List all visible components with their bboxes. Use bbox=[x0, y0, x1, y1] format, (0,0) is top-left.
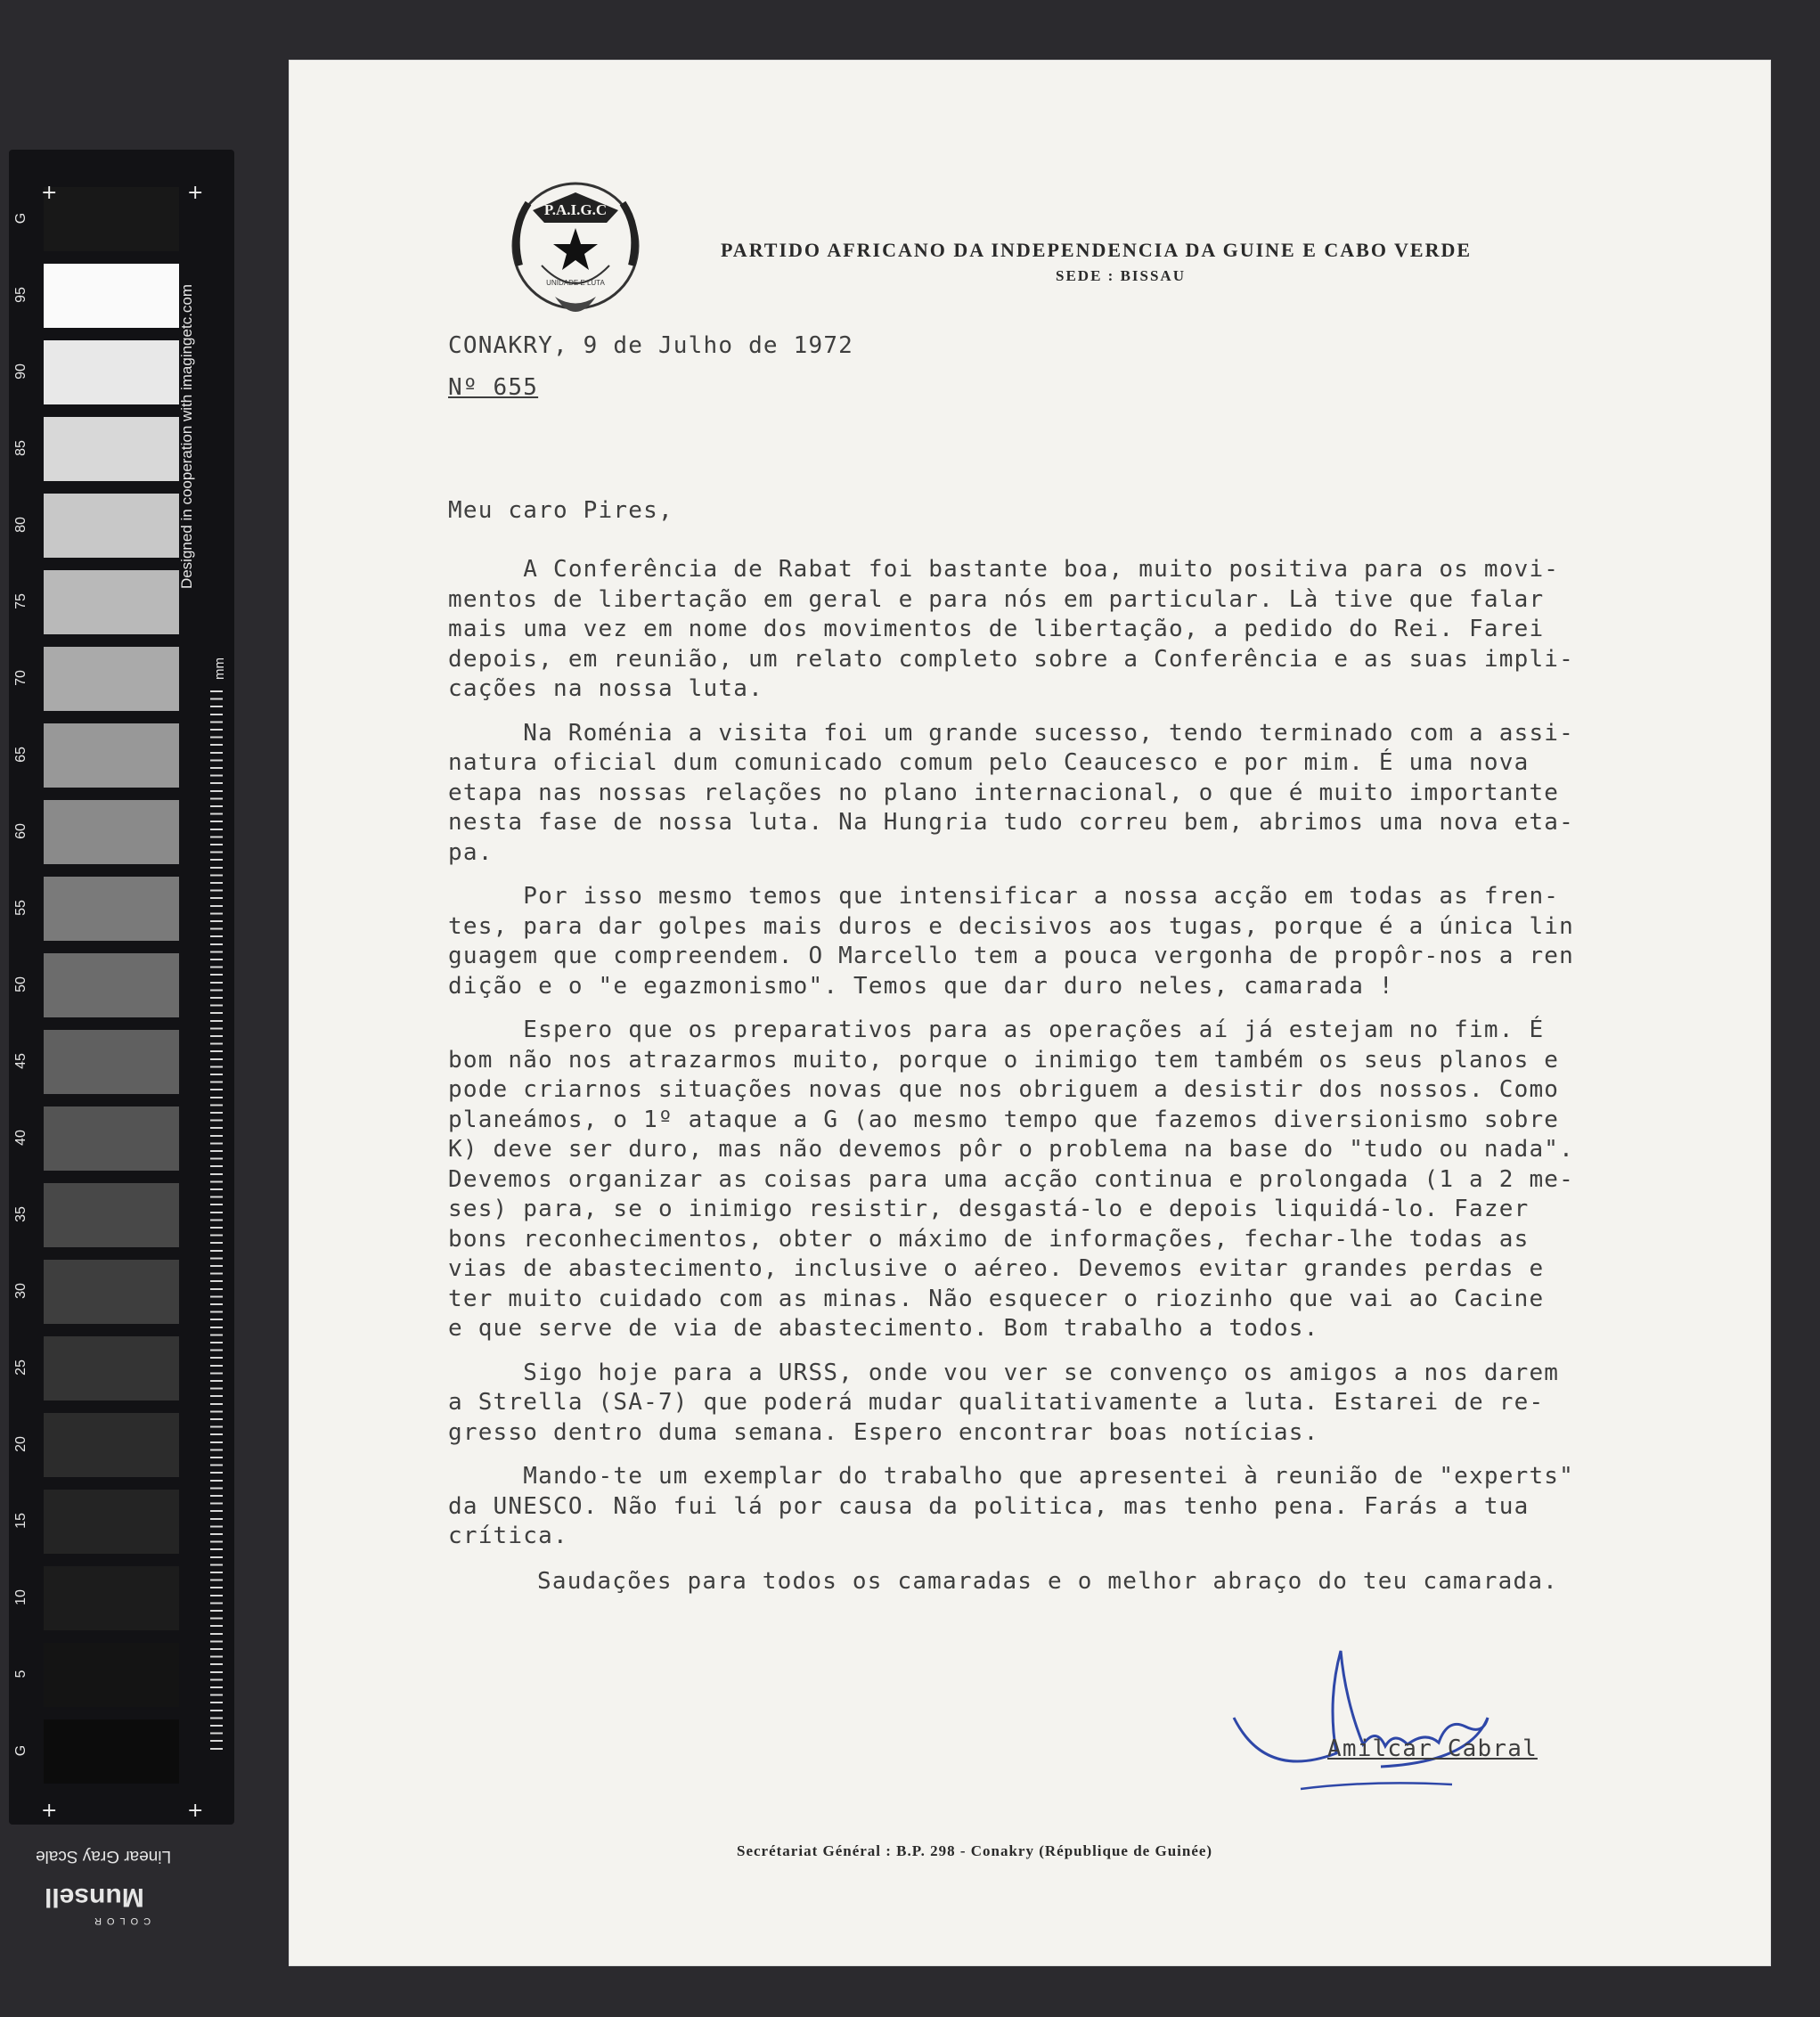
paragraph-line: gresso dentro duma semana. Espero encontrar boas notícias. bbox=[448, 1418, 1319, 1446]
paragraph-line: Na Roménia a visita foi um grande sucesso, tendo terminado com a assi- bbox=[448, 719, 1574, 747]
paragraph-line: dição e o "e egazmonismo". Temos que dar duro neles, camarada ! bbox=[448, 972, 1394, 1000]
paragraph-line: crítica. bbox=[448, 1523, 568, 1549]
party-seat: SEDE : BISSAU bbox=[1056, 267, 1186, 284]
card-brand-sub: COLOR bbox=[89, 1915, 151, 1926]
paragraph-line: nesta fase de nossa luta. Na Hungria tudo correu bem, abrimos uma nova eta- bbox=[448, 809, 1574, 836]
gray-swatch-label: 70 bbox=[13, 670, 29, 686]
plus-mark: + bbox=[187, 182, 204, 204]
gray-swatch bbox=[44, 417, 179, 481]
paragraph-line: ses) para, se o inimigo resistir, desgastá-lo e depois liquidá-lo. Fazer bbox=[448, 1196, 1530, 1222]
gray-swatch-label: 80 bbox=[13, 517, 29, 533]
gray-swatch bbox=[44, 1106, 179, 1171]
letter-body bbox=[448, 555, 1731, 1566]
letter-paragraph bbox=[448, 555, 1731, 705]
gray-swatch bbox=[44, 1643, 179, 1707]
gray-swatch bbox=[44, 570, 179, 634]
letter-footer-address: Secrétariat Général : B.P. 298 - Conakry (République de Guinée) bbox=[737, 1842, 1213, 1859]
letter-paragraph bbox=[448, 1359, 1731, 1449]
paragraph-line: vias de abastecimento, inclusive o aéreo. Devemos evitar grandes perdas e bbox=[448, 1255, 1545, 1282]
gray-swatch-label: 30 bbox=[13, 1283, 29, 1299]
gray-swatch-label: 55 bbox=[13, 900, 29, 916]
gray-swatch-label: 85 bbox=[13, 440, 29, 456]
paragraph-line: K) deve ser duro, mas não devemos pôr o problema na base do "tudo ou nada". bbox=[448, 1136, 1574, 1163]
letter-date-line: CONAKRY, 9 de Julho de 1972 bbox=[448, 332, 854, 359]
letter-greeting: Meu caro Pires, bbox=[448, 497, 673, 524]
gray-swatch-label: G bbox=[13, 212, 29, 225]
mm-ruler bbox=[210, 690, 223, 1755]
paragraph-line: bom não nos atrazarmos muito, porque o inimigo tem também os seus planos e bbox=[448, 1046, 1560, 1074]
paragraph-line: ter muito cuidado com as minas. Não esquecer o riozinho que vai ao Cacine bbox=[448, 1285, 1545, 1312]
gray-swatch bbox=[44, 1183, 179, 1247]
gray-swatch-label: 35 bbox=[13, 1206, 29, 1222]
gray-swatch bbox=[44, 340, 179, 404]
gray-swatch bbox=[44, 1260, 179, 1324]
gray-swatch bbox=[44, 1413, 179, 1477]
gray-swatch bbox=[44, 800, 179, 864]
gray-swatch bbox=[44, 264, 179, 328]
plus-mark: + bbox=[41, 182, 58, 204]
handwritten-signature bbox=[1229, 1646, 1559, 1816]
party-name-header: PARTIDO AFRICANO DA INDEPENDENCIA DA GUINE E CABO VERDE bbox=[721, 239, 1473, 261]
gray-swatch bbox=[44, 1030, 179, 1094]
gray-swatch-label: 10 bbox=[13, 1589, 29, 1605]
paragraph-line: Espero que os preparativos para as operações aí já estejam no fim. É bbox=[448, 1017, 1545, 1043]
gray-swatch-label: 75 bbox=[13, 593, 29, 609]
plus-mark: + bbox=[187, 1800, 204, 1822]
gray-swatch-label: 25 bbox=[13, 1360, 29, 1376]
paragraph-line: Devemos organizar as coisas para uma acção continua e prolongada (1 a 2 me- bbox=[448, 1165, 1574, 1193]
gray-swatch-label: 60 bbox=[13, 823, 29, 839]
gray-swatch-label: 95 bbox=[13, 287, 29, 303]
gray-swatch bbox=[44, 953, 179, 1017]
paragraph-line: tes, para dar golpes mais duros e decisivos aos tugas, porque é a única lin bbox=[448, 912, 1574, 940]
gray-swatch-label: 15 bbox=[13, 1513, 29, 1529]
paragraph-line: depois, em reunião, um relato completo sobre a Conferência e as suas impli- bbox=[448, 645, 1574, 673]
paragraph-line: A Conferência de Rabat foi bastante boa, muito positiva para os movi- bbox=[448, 556, 1560, 583]
paragraph-line: Mando-te um exemplar do trabalho que apresentei à reunião de "experts" bbox=[448, 1463, 1574, 1490]
letter-paragraph bbox=[448, 882, 1731, 1001]
card-brand: Munsell bbox=[45, 1882, 144, 1912]
logo-motto: UNIDADE E LUTA bbox=[546, 279, 605, 287]
gray-swatch-label: 90 bbox=[13, 363, 29, 380]
paragraph-line: natura oficial dum comunicado comum pelo Ceaucesco e por mim. É uma nova bbox=[448, 749, 1530, 776]
paragraph-line: pode criarnos situações novas que nos obriguem a desistir dos nossos. Como bbox=[448, 1076, 1560, 1103]
plus-mark: + bbox=[41, 1800, 58, 1822]
gray-swatch-label: 45 bbox=[13, 1053, 29, 1069]
gray-swatch bbox=[44, 187, 179, 251]
paigc-emblem-logo bbox=[502, 167, 649, 315]
letter-paragraph bbox=[448, 1016, 1731, 1344]
paragraph-line: Por isso mesmo temos que intensificar a nossa acção em todas as fren- bbox=[448, 883, 1560, 910]
card-credit: Designed in cooperation with imagingetc.com bbox=[178, 283, 195, 590]
paragraph-line: e que serve de via de abastecimento. Bom trabalho a todos. bbox=[448, 1315, 1319, 1342]
gray-swatch bbox=[44, 494, 179, 558]
paragraph-line: guagem que compreendem. O Marcello tem a pouca vergonha de propôr-nos a ren bbox=[448, 943, 1574, 969]
paragraph-line: cações na nossa luta. bbox=[448, 675, 763, 702]
gray-swatch bbox=[44, 723, 179, 788]
gray-swatch bbox=[44, 1566, 179, 1630]
logo-acronym: P.A.I.G.C bbox=[543, 201, 608, 218]
paragraph-line: bons reconhecimentos, obter o máximo de informações, fechar-lhe todas as bbox=[448, 1225, 1530, 1253]
gray-swatch-label: 40 bbox=[13, 1130, 29, 1146]
gray-swatch bbox=[44, 877, 179, 941]
letter-page bbox=[290, 61, 1770, 1965]
paragraph-line: da UNESCO. Não fui lá por causa da politica, mas tenho pena. Farás a tua bbox=[448, 1492, 1530, 1520]
gray-swatch-label: 65 bbox=[13, 747, 29, 763]
gray-swatch bbox=[44, 1719, 179, 1784]
letter-reference-number: Nº 655 bbox=[448, 374, 539, 401]
paragraph-line: a Strella (SA-7) que poderá mudar qualitativamente a luta. Estarei de re- bbox=[448, 1389, 1545, 1416]
gray-swatch bbox=[44, 1336, 179, 1400]
gray-swatch bbox=[44, 647, 179, 711]
ruler-unit: mm bbox=[212, 657, 227, 680]
paragraph-line: pa. bbox=[448, 838, 494, 866]
letter-closing: Saudações para todos os camaradas e o melhor abraço do teu camarada. bbox=[537, 1568, 1559, 1595]
gray-swatch-label: 5 bbox=[13, 1670, 29, 1678]
paragraph-line: mais uma vez em nome dos movimentos de libertação, a pedido do Rei. Farei bbox=[448, 616, 1545, 642]
gray-swatch-label: 50 bbox=[13, 976, 29, 992]
paragraph-line: Sigo hoje para a URSS, onde vou ver se convenço os amigos a nos darem bbox=[448, 1359, 1560, 1386]
paragraph-line: etapa nas nossas relações no plano internacional, o que é muito importante bbox=[448, 779, 1560, 806]
gray-swatch-label: G bbox=[13, 1744, 29, 1757]
gray-swatch-label: 20 bbox=[13, 1436, 29, 1452]
signature-typed-name: Amilcar Cabral bbox=[1327, 1735, 1538, 1762]
paragraph-line: mentos de libertação em geral e para nós em particular. Là tive que falar bbox=[448, 585, 1545, 613]
paragraph-line: planeámos, o 1º ataque a G (ao mesmo tempo que fazemos diversionismo sobre bbox=[448, 1106, 1560, 1133]
card-title: Linear Gray Scale bbox=[36, 1847, 172, 1866]
letter-paragraph bbox=[448, 1462, 1731, 1552]
gray-swatch bbox=[44, 1490, 179, 1554]
letter-paragraph bbox=[448, 719, 1731, 869]
